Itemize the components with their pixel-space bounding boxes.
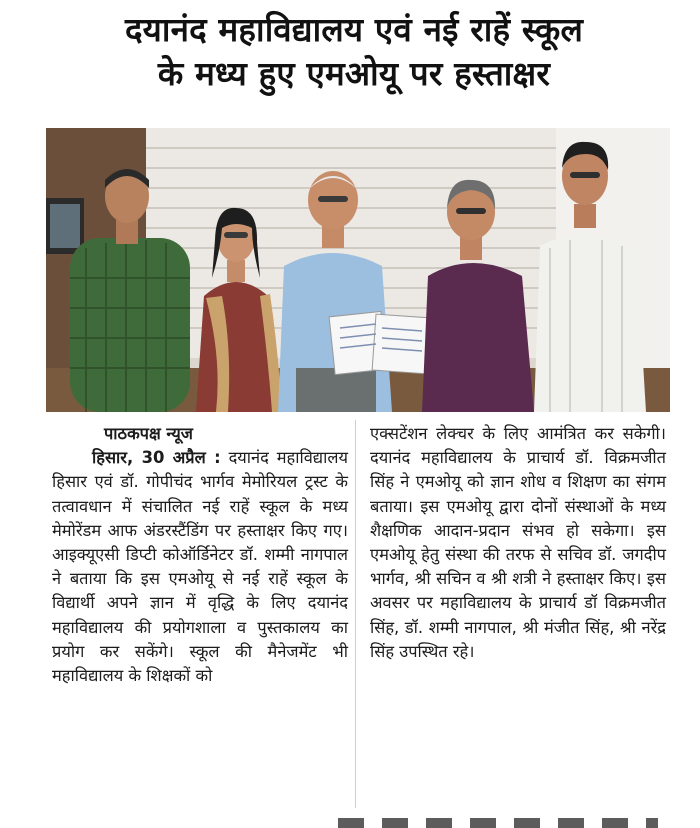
article-paragraph-1 [52,446,348,688]
news-photo-illustration [46,128,670,412]
mou-documents [329,311,432,374]
news-photo [46,128,670,412]
news-source: पाठकपक्ष न्यूज [104,424,193,443]
article-column-2 [370,422,666,664]
column-divider [355,420,356,808]
dateline: हिसार, 30 अप्रैल : [92,448,221,468]
next-article-fragment [338,818,658,828]
headline [38,8,670,96]
article-column-1 [52,422,348,688]
column-2-text: एक्सटेंशन लेक्चर के लिए आमंत्रित कर सकेगी। दयानंद महाविद्यालय के प्राचार्य डॉ. विक्रमजीत सिंह ने एमओयू को ज्ञान शोध व शिक्षण का संगम बताया। इस एमओयू द्वारा दोनों संस्थाओं के मध्य शैक्षणिक आदान-प्रदान संभव हो सकेगा। इस एमओयू हेतु संस्था की तरफ से सचिव डॉ. जगदीप भार्गव, श्री सचिन व श्री शत्री ने हस्ताक्षर किए। इस अवसर पर महाविद्यालय के प्राचार्य डॉ विक्रमजीत सिंह, डॉ. शम्मी नागपाल, श्री मंजीत सिंह, श्री नरेंद्र सिंह उपस्थित रहे। [370,424,666,661]
column-1-text: दयानंद महाविद्यालय हिसार एवं डॉ. गोपीचंद भार्गव मेमोरियल ट्रस्ट के तत्वावधान में संचालित नई राहें स्कूल के मध्य मेमोरेंडम आफ अंडरस्टैंडिंग पर हस्ताक्षर किए गए। आइक्यूएसी डिप्टी कोऑर्डिनेटर डॉ. शम्मी नागपाल ने बताया कि इस एमओयू से नई राहें स्कूल के विद्यार्थी अपने ज्ञान में वृद्धि के लिए दयानंद महाविद्यालय की प्रयोगशाला व पुस्तकालय का प्रयोग कर सकेंगे। स्कूल की मैनेजमेंट भी महाविद्यालय के शिक्षकों को [52,448,348,686]
headline-line-1: दयानंद महाविद्यालय एवं नई राहें स्कूल [124,10,584,49]
headline-line-2: के मध्य हुए एमओयू पर हस्ताक्षर [157,54,551,93]
newspaper-clipping [38,0,670,828]
